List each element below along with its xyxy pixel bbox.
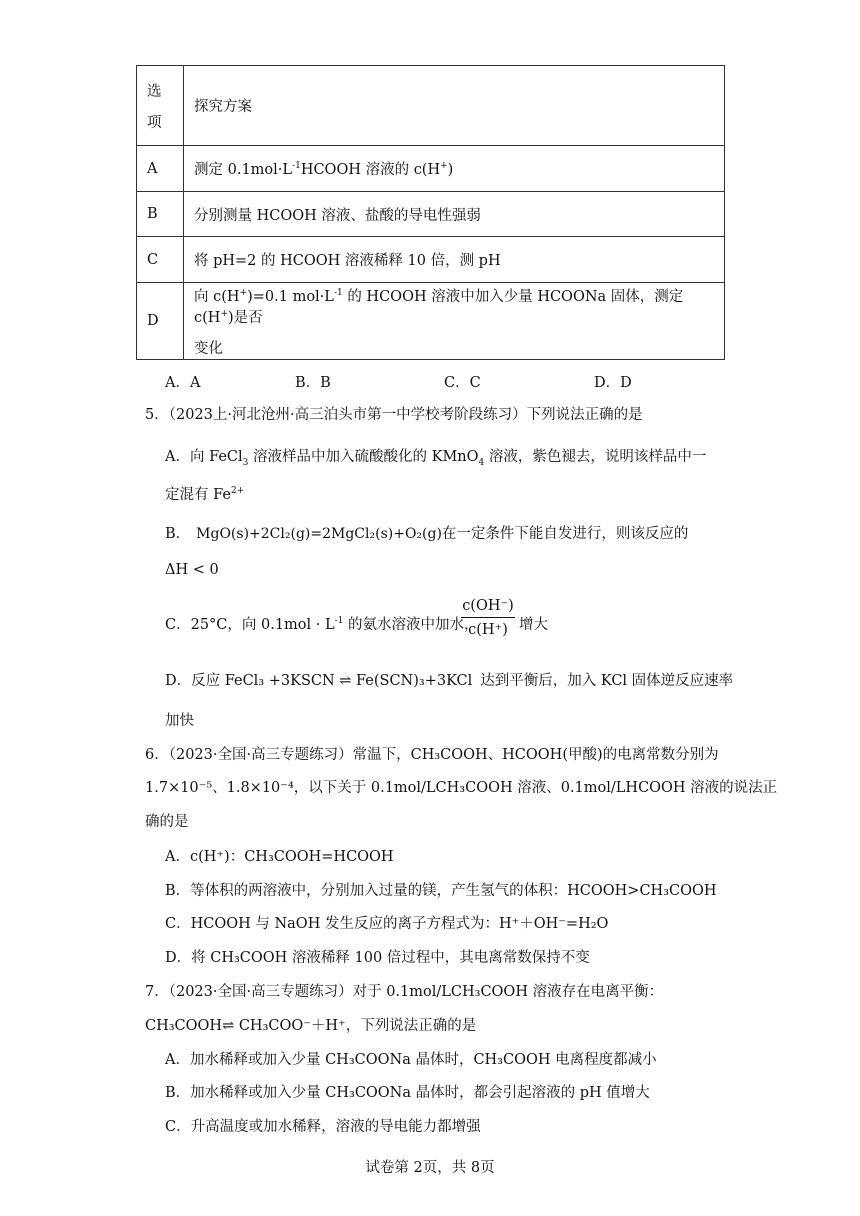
q7-option-b: B．加水稀释或加入少量 CH₃COONa 晶体时，都会引起溶液的 pH 值增大 [165, 1085, 650, 1101]
q5-option-d-line2: 加快 [165, 713, 194, 729]
q5-d-prefix: D．反应 FeCl₃ +3KSCN ⇌ Fe(SCN)₃+3KCl [165, 673, 473, 689]
q6-option-a: A．c(H⁺)：CH₃COOH=HCOOH [165, 849, 394, 865]
q6-line3: 确的是 [145, 814, 189, 830]
q5-d-tail: 达到平衡后，加入 KCl 固体逆反应速率 [480, 673, 734, 689]
q5-c-fraction-bar [461, 617, 515, 618]
row-d-text-1: 向 c(H [194, 288, 240, 305]
q7-option-c: C．升高温度或加水稀释，溶液的导电能力都增强 [165, 1119, 481, 1135]
table-row-d [137, 283, 725, 360]
options-table [136, 65, 725, 360]
q5-c-prefix: C．25°C，向 0.1mol · L [165, 617, 335, 633]
q5-b-tail: 在一定条件下能自发进行，则该反应的 [441, 526, 689, 542]
q4-choice-a: A．A [165, 375, 201, 391]
row-c-text: 将 pH=2 的 HCOOH 溶液稀释 10 倍，测 pH [184, 237, 725, 283]
row-d-text-2: )=0.1 mol·L [247, 288, 334, 305]
q4-choice-c: C．C [444, 375, 481, 391]
row-d-sup-2: -1 [333, 287, 343, 298]
table-row-a [137, 146, 725, 192]
q5-c-fraction [461, 598, 515, 642]
q4-choice-b: B．B [295, 375, 331, 391]
row-a-text [184, 146, 725, 192]
q5-stem: 5．（2023上·河北沧州·高三泊头市第一中学校考阶段练习）下列说法正确的是 [145, 407, 643, 423]
table-header-row [137, 66, 725, 146]
row-a-key: A [137, 146, 184, 192]
q5-a-sup: 2+ [230, 486, 245, 497]
row-a-text-1: 测定 0.1mol·L [194, 162, 293, 178]
row-d-text [184, 283, 725, 360]
q6-option-c: C．HCOOH 与 NaOH 发生反应的离子方程式为：H⁺＋OH⁻=H₂O [165, 916, 609, 932]
row-d-key: D [137, 283, 184, 360]
row-d-text-3: 的 HCOOH 溶液中加入少量 HCOONa 固体，测定 c(H [194, 288, 684, 326]
q5-c-sup: -1 [334, 616, 344, 627]
q5-option-c-line [165, 613, 479, 634]
q5-c-denominator: c(H⁺) [468, 622, 508, 638]
q5-b-formula: MgO(s)+2Cl₂(g)=2MgCl₂(s)+O₂(g) [196, 526, 442, 542]
q5-option-d-line1 [165, 669, 733, 690]
q7-line2: CH₃COOH⇌ CH₃COO⁻＋H⁺，下列说法正确的是 [145, 1018, 477, 1034]
q5-a-text-4: 定混有 Fe [165, 487, 231, 503]
header-option-cell [137, 66, 184, 146]
q4-choice-d: D．D [594, 375, 632, 391]
row-a-sup-1: -1 [292, 161, 301, 172]
row-a-text-2: HCOOH 溶液的 c(H [300, 162, 441, 178]
page-footer: 试卷第 2页，共 8页 [365, 1160, 495, 1176]
table-row-c [137, 237, 725, 283]
header-plan-cell: 探究方案 [184, 66, 725, 146]
q5-a-sub-2: 4 [478, 457, 485, 468]
row-b-text: 分别测量 HCOOH 溶液、盐酸的导电性强弱 [184, 192, 725, 237]
q6-option-d: D．将 CH₃COOH 溶液稀释 100 倍过程中，其电离常数保持不变 [165, 950, 590, 966]
q6-line2: 1.7×10⁻⁵、1.8×10⁻⁴，以下关于 0.1mol/LCH₃COOH 溶液、0.1mol/LHCOOH 溶液的说法正 [145, 780, 778, 796]
q5-a-sub-1: 3 [242, 457, 249, 468]
row-d-sup-1: + [239, 287, 248, 298]
q5-c-numerator: c(OH⁻) [462, 598, 514, 614]
q7-line1: 7．（2023·全国·高三专题练习）对于 0.1mol/LCH₃COOH 溶液存在电离平衡： [145, 984, 664, 1000]
q6-option-b: B．等体积的两溶液中，分别加入过量的镁，产生氢气的体积：HCOOH>CH₃COOH [165, 883, 717, 899]
q5-a-text-1: A．向 FeCl [165, 449, 243, 465]
header-option-label-2: 项 [147, 114, 162, 131]
row-a-text-3: ) [447, 162, 454, 178]
row-a-sup-2: + [440, 161, 448, 172]
q5-option-a-line2 [165, 483, 244, 504]
row-c-key: C [137, 237, 184, 283]
q7-option-a: A．加水稀释或加入少量 CH₃COONa 晶体时，CH₃COOH 电离程度都减小 [165, 1052, 657, 1068]
row-d-text-line2: 变化 [194, 340, 223, 357]
row-d-text-4: )是否 [227, 309, 263, 326]
q5-c-tail: 增大 [519, 617, 548, 633]
row-d-sup-3: + [220, 308, 228, 319]
header-option-label-1: 选 [147, 83, 162, 100]
q5-option-a-line1 [165, 445, 706, 468]
q5-a-text-3: 溶液，紫色褪去，说明该样品中一 [484, 449, 707, 465]
q5-option-b-line1 [165, 522, 688, 543]
table-row-b [137, 192, 725, 237]
q5-c-mid: 的氨水溶液中加水， [343, 617, 479, 633]
q5-a-text-2: 溶液样品中加入硫酸酸化的 KMnO [248, 449, 479, 465]
row-b-key: B [137, 192, 184, 237]
q6-line1: 6．（2023·全国·高三专题练习）常温下，CH₃COOH、HCOOH(甲酸)的电离常数分别为 [145, 747, 719, 763]
q5-option-b-line2: ΔH < 0 [165, 562, 219, 578]
q5-b-prefix: B． [165, 526, 191, 542]
